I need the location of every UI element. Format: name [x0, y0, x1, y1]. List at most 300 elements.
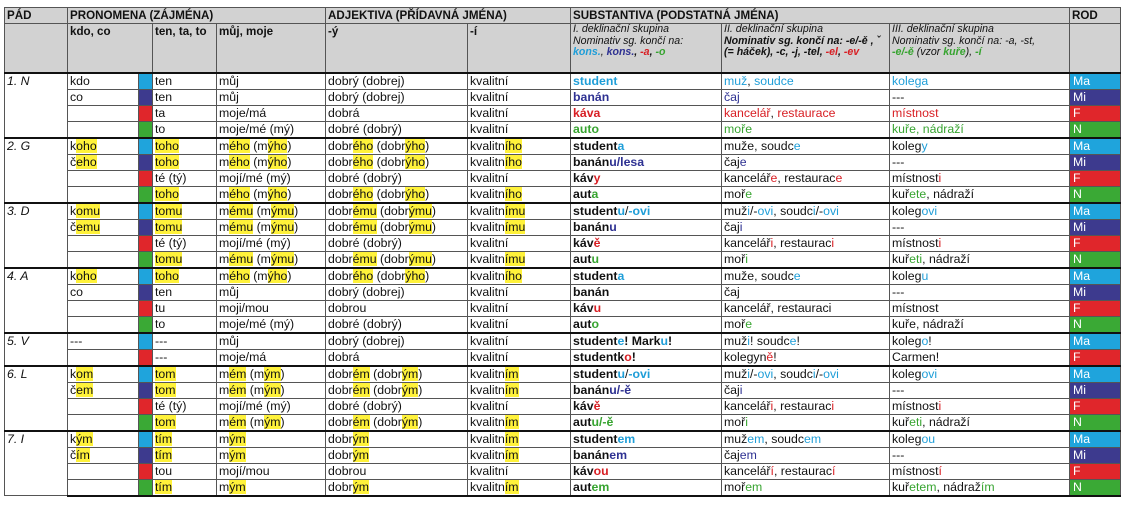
noun-group-2-part: restaurace — [777, 105, 836, 120]
noun-group-2-part: í — [832, 463, 836, 478]
possessive-cell — [217, 463, 326, 479]
group-ending-part: -el — [825, 46, 838, 58]
adjective-i-part: ím — [504, 382, 519, 397]
adjective-i-part: kvalitní — [470, 284, 509, 299]
pronoun-part: č — [70, 382, 77, 397]
group-1-title: I. deklinační skupina — [573, 23, 670, 35]
pronoun-part: ým — [76, 431, 93, 446]
noun-group-1-cell — [571, 284, 722, 300]
adjective-y-part: ) — [431, 251, 437, 266]
possessive-part: ýmu — [270, 203, 295, 218]
noun-group-3-part: koleg — [892, 203, 922, 218]
adjective-y-part: ýmu — [408, 251, 432, 266]
possessive-cell — [217, 251, 326, 268]
pronoun-cell — [68, 300, 139, 316]
noun-group-2-part: kancelář — [724, 235, 771, 250]
adjective-i-cell — [468, 105, 571, 121]
possessive-part: ýmu — [270, 219, 295, 234]
noun-group-2-part: , soudc — [764, 431, 805, 446]
noun-group-2-part: moř — [724, 316, 746, 331]
noun-group-1-cell — [571, 431, 722, 448]
possessive-part: ýho — [267, 268, 288, 283]
possessive-part: ým — [264, 414, 281, 429]
noun-group-1-part: u — [591, 251, 599, 266]
noun-group-2-part: , restaurac — [773, 398, 832, 413]
header-adj-y: -ý — [326, 24, 468, 73]
adjective-y-part: (dobr — [373, 268, 406, 283]
adjective-i-cell — [468, 235, 571, 251]
adjective-y-part: dobrou — [328, 463, 367, 478]
noun-group-3-cell — [890, 268, 1070, 285]
pronoun-part: č — [70, 154, 77, 169]
noun-group-2-part: i — [745, 414, 748, 429]
adjective-y-cell — [326, 73, 468, 90]
gender-badge: F — [1070, 398, 1121, 414]
adjective-y-cell — [326, 203, 468, 220]
gender-swatch — [139, 138, 153, 155]
possessive-cell — [217, 203, 326, 220]
demonstrative-part: tu — [155, 300, 166, 315]
noun-group-3-part: místnost — [892, 170, 939, 185]
noun-group-1-part: a — [617, 268, 625, 283]
adjective-i-part: kvalitn — [470, 479, 505, 494]
noun-group-3-part: ím — [980, 479, 995, 494]
adjective-y-part: dobr — [328, 414, 353, 429]
noun-group-2-part: e — [789, 333, 797, 348]
gender-swatch — [139, 463, 153, 479]
adjective-y-part: ém — [352, 382, 370, 397]
noun-group-3-part: kolega — [892, 73, 929, 88]
noun-group-2-part: muž — [724, 366, 748, 381]
adjective-i-part: ímu — [504, 203, 526, 218]
adjective-y-cell — [326, 414, 468, 431]
noun-group-2-cell — [722, 268, 890, 285]
adjective-y-cell — [326, 89, 468, 105]
demonstrative-part: tím — [155, 447, 173, 462]
adjective-y-part: dobr — [328, 431, 353, 446]
adjective-y-cell — [326, 398, 468, 414]
noun-group-2-part: e — [739, 154, 747, 169]
noun-group-1-part: u — [609, 219, 617, 234]
case-cell: 5. V — [5, 333, 68, 366]
noun-group-1-part: o — [591, 316, 599, 331]
noun-group-1-cell — [571, 203, 722, 220]
possessive-cell — [217, 479, 326, 496]
header-pad: PÁD — [5, 8, 68, 24]
adjective-y-cell — [326, 284, 468, 300]
demonstrative-part: tím — [155, 479, 173, 494]
possessive-part: moje/má — [219, 105, 267, 120]
noun-group-1-part: -ovi — [628, 366, 651, 381]
noun-group-3-part: , nádraží — [922, 251, 970, 266]
group-3-title: III. deklinační skupina — [892, 23, 994, 35]
noun-group-3-cell — [890, 170, 1070, 186]
noun-group-2-part: i — [747, 203, 750, 218]
noun-group-1-part: student — [573, 431, 618, 446]
adjective-y-cell — [326, 268, 468, 285]
possessive-part: ém — [229, 414, 247, 429]
adjective-y-part: ým — [401, 382, 419, 397]
adjective-i-part: ím — [504, 479, 519, 494]
header-adjektiva: ADJEKTIVA (PŘÍDAVNÁ JMÉNA) — [326, 8, 571, 24]
possessive-cell — [217, 431, 326, 448]
table-row — [5, 382, 1121, 398]
possessive-cell — [217, 73, 326, 90]
noun-group-2-part: muž — [724, 431, 748, 446]
adjective-i-part: kvalitní — [470, 398, 509, 413]
adjective-y-part: dobré (dobrý) — [328, 235, 402, 250]
case-cell: 2. G — [5, 138, 68, 203]
noun-group-3-part: --- — [892, 447, 905, 462]
demonstrative-part: ten — [155, 73, 173, 88]
adjective-y-part: dobrý (dobrej) — [328, 89, 405, 104]
possessive-part: mojí/mé (mý) — [219, 170, 291, 185]
adjective-y-cell — [326, 186, 468, 203]
noun-group-2-part: em — [747, 431, 765, 446]
demonstrative-part: tou — [155, 463, 173, 478]
adjective-i-cell — [468, 89, 571, 105]
possessive-part: m — [219, 366, 230, 381]
noun-group-1-cell — [571, 170, 722, 186]
adjective-y-part: (dobr — [376, 203, 409, 218]
noun-group-3-cell — [890, 463, 1070, 479]
adjective-i-part: kvalitn — [470, 447, 505, 462]
noun-group-2-part: čaj — [724, 219, 740, 234]
noun-group-3-cell — [890, 479, 1070, 496]
demonstrative-cell — [153, 235, 217, 251]
noun-group-1-part: banán — [573, 89, 610, 104]
gender-swatch — [139, 268, 153, 285]
noun-group-3-part: místnost — [892, 398, 939, 413]
possessive-part: ) — [287, 154, 292, 169]
pronoun-part: eho — [76, 154, 97, 169]
noun-group-1-part: ou — [593, 463, 609, 478]
demonstrative-part: tom — [155, 414, 176, 429]
header-empty — [5, 24, 68, 73]
table-row — [5, 89, 1121, 105]
table-row — [5, 186, 1121, 203]
adjective-i-part: ího — [504, 138, 522, 153]
noun-group-1-cell — [571, 447, 722, 463]
noun-group-1-part: u — [660, 333, 669, 348]
adjective-i-cell — [468, 447, 571, 463]
adjective-y-part: (dobr — [373, 138, 406, 153]
table-row — [5, 203, 1121, 220]
gender-badge: F — [1070, 349, 1121, 366]
group-ending-part: (= háček), -c, -j, -tel, — [724, 46, 826, 58]
noun-group-1-cell — [571, 316, 722, 333]
noun-group-3-cell — [890, 382, 1070, 398]
demonstrative-part: tomu — [155, 203, 183, 218]
noun-group-2-cell — [722, 219, 890, 235]
group-ending-part: (vzor — [913, 46, 944, 58]
noun-group-2-part: , restaurac — [773, 235, 832, 250]
adjective-i-part: kvalitn — [470, 138, 505, 153]
adjective-y-part: dobr — [328, 138, 353, 153]
possessive-cell — [217, 398, 326, 414]
noun-group-2-cell — [722, 366, 890, 383]
noun-group-1-part: káv — [573, 398, 594, 413]
adjective-y-part: dobr — [328, 251, 353, 266]
possessive-part: můj — [219, 73, 239, 88]
noun-group-1-part: student — [573, 268, 618, 283]
header-rod-empty — [1070, 24, 1121, 73]
header-adj-i: -í — [468, 24, 571, 73]
possessive-part: (m — [253, 219, 271, 234]
demonstrative-part: toho — [155, 138, 179, 153]
noun-group-2-part: /- — [750, 203, 758, 218]
noun-group-1-part: káv — [573, 463, 594, 478]
noun-group-1-part: ! — [631, 349, 636, 364]
noun-group-2-part: i — [747, 333, 750, 348]
possessive-part: moje/mé (mý) — [219, 316, 295, 331]
noun-group-2-part: e — [745, 186, 753, 201]
group-ending-part: -e/-ě — [892, 46, 914, 58]
noun-group-2-part: čaj — [724, 154, 740, 169]
possessive-part: (m — [249, 154, 268, 169]
adjective-y-part: ým — [401, 414, 419, 429]
adjective-i-cell — [468, 382, 571, 398]
noun-group-2-cell — [722, 414, 890, 431]
noun-group-2-part: i — [745, 251, 748, 266]
gender-badge: Ma — [1070, 431, 1121, 448]
pronoun-part: ím — [76, 447, 90, 462]
group-ending-part: -í — [975, 46, 982, 58]
possessive-part: ) — [287, 138, 292, 153]
pronoun-part: kdo — [70, 73, 90, 88]
demonstrative-part: té (tý) — [155, 170, 187, 185]
noun-group-2-part: , soudc — [773, 203, 813, 218]
noun-group-3-cell — [890, 366, 1070, 383]
gender-badge: N — [1070, 186, 1121, 203]
noun-group-3-part: , nádraží — [926, 186, 975, 201]
noun-group-2-cell — [722, 138, 890, 155]
pronoun-part: om — [76, 366, 94, 381]
adjective-i-part: kvalitní — [470, 121, 509, 136]
group-ending-part: kuře — [943, 46, 966, 58]
gender-badge: N — [1070, 414, 1121, 431]
adjective-y-part: ýmu — [408, 203, 432, 218]
noun-group-1-part: student — [573, 138, 618, 153]
possessive-cell — [217, 170, 326, 186]
noun-group-2-part: i — [770, 398, 774, 413]
noun-group-2-part: čaj — [724, 382, 740, 397]
demonstrative-cell — [153, 300, 217, 316]
noun-group-1-cell — [571, 333, 722, 350]
noun-group-3-part: , nádraží — [922, 414, 970, 429]
adjective-i-part: kvalitní — [470, 300, 509, 315]
possessive-part: ému — [229, 219, 254, 234]
noun-group-1-part: em — [609, 447, 628, 462]
noun-group-2-part: em — [739, 447, 757, 462]
adjective-y-part: dobrý (dobrej) — [328, 284, 405, 299]
noun-group-1-cell — [571, 89, 722, 105]
possessive-part: ým — [229, 431, 246, 446]
demonstrative-cell — [153, 284, 217, 300]
noun-group-1-part: em — [591, 479, 610, 494]
noun-group-1-part: káva — [573, 105, 601, 120]
noun-group-1-cell — [571, 235, 722, 251]
possessive-part: ýho — [267, 154, 288, 169]
noun-group-3-cell — [890, 219, 1070, 235]
noun-group-2-part: e — [745, 316, 753, 331]
noun-group-3-cell — [890, 105, 1070, 121]
table-row — [5, 300, 1121, 316]
group-ending-part: kons. — [606, 46, 635, 58]
adjective-i-part: ímu — [504, 219, 526, 234]
noun-group-3-part: koleg — [892, 366, 922, 381]
gender-swatch — [139, 398, 153, 414]
pronoun-cell — [68, 138, 139, 155]
adjective-i-cell — [468, 333, 571, 350]
adjective-i-cell — [468, 414, 571, 431]
possessive-cell — [217, 219, 326, 235]
table-row — [5, 431, 1121, 448]
gender-badge: Mi — [1070, 284, 1121, 300]
gender-badge: Mi — [1070, 154, 1121, 170]
adjective-y-part: (dobr — [376, 251, 409, 266]
noun-group-2-part: , restaurac — [773, 463, 833, 478]
noun-group-2-part: , soudc — [773, 366, 813, 381]
noun-group-1-cell — [571, 463, 722, 479]
noun-group-2-part: , — [747, 73, 755, 88]
demonstrative-part: tím — [155, 431, 173, 446]
adjective-y-part: dobr — [328, 447, 353, 462]
gender-swatch — [139, 366, 153, 383]
possessive-part: ýho — [267, 186, 288, 201]
noun-group-3-part: kuř — [892, 186, 910, 201]
noun-group-1-cell — [571, 219, 722, 235]
adjective-y-part: ému — [352, 251, 377, 266]
noun-group-1-part: /-ě — [599, 414, 614, 429]
possessive-cell — [217, 105, 326, 121]
adjective-y-cell — [326, 170, 468, 186]
adjective-y-part: dobrý (dobrej) — [328, 333, 405, 348]
adjective-y-part: ým — [352, 479, 370, 494]
adjective-y-part: dobr — [328, 154, 353, 169]
adjective-y-cell — [326, 105, 468, 121]
noun-group-1-cell — [571, 138, 722, 155]
possessive-part: (m — [246, 414, 265, 429]
possessive-part: m — [219, 186, 230, 201]
noun-group-3-cell — [890, 186, 1070, 203]
adjective-y-part: ) — [425, 154, 430, 169]
adjective-y-part: ém — [352, 366, 370, 381]
noun-group-2-cell — [722, 300, 890, 316]
noun-group-3-cell — [890, 203, 1070, 220]
demonstrative-cell — [153, 170, 217, 186]
possessive-cell — [217, 300, 326, 316]
adjective-y-part: ) — [431, 219, 437, 234]
pronoun-cell — [68, 366, 139, 383]
group-ending-part: kons. — [573, 46, 601, 58]
adjective-y-part: dobr — [328, 203, 353, 218]
noun-group-3-part: eti — [909, 251, 923, 266]
adjective-y-cell — [326, 235, 468, 251]
adjective-y-part: ým — [401, 366, 419, 381]
noun-group-2-part: kancelář — [724, 105, 771, 120]
pronoun-cell — [68, 121, 139, 138]
table-row — [5, 414, 1121, 431]
noun-group-1-part: /-ě — [616, 382, 632, 397]
demonstrative-cell — [153, 138, 217, 155]
gender-swatch — [139, 89, 153, 105]
demonstrative-part: to — [155, 121, 166, 136]
possessive-part: m — [219, 154, 230, 169]
adjective-y-part: ého — [352, 154, 374, 169]
noun-group-2-part: muž — [724, 73, 748, 88]
noun-group-2-cell — [722, 398, 890, 414]
adjective-i-part: kvalitn — [470, 219, 505, 234]
adjective-i-part: kvalitn — [470, 203, 505, 218]
adjective-y-cell — [326, 138, 468, 155]
noun-group-2-part: kolegyn — [724, 349, 767, 364]
pronoun-cell — [68, 186, 139, 203]
demonstrative-cell — [153, 349, 217, 366]
demonstrative-cell — [153, 121, 217, 138]
noun-group-1-part: u — [617, 203, 625, 218]
header-substantiva: SUBSTANTIVA (PODSTATNÁ JMÉNA) — [571, 8, 1070, 24]
noun-group-2-part: , soudc — [754, 138, 794, 153]
possessive-part: m — [219, 414, 230, 429]
pronoun-part: k — [70, 431, 77, 446]
noun-group-2-cell — [722, 170, 890, 186]
adjective-i-cell — [468, 349, 571, 366]
noun-group-1-part: student — [573, 73, 618, 88]
noun-group-3-part: kuř — [892, 414, 910, 429]
gender-badge: Ma — [1070, 138, 1121, 155]
possessive-part: ýho — [267, 138, 288, 153]
adjective-y-part: dobré (dobrý) — [328, 121, 402, 136]
noun-group-3-part: y — [921, 138, 928, 153]
noun-group-3-cell — [890, 251, 1070, 268]
group-2-endings — [724, 47, 887, 59]
noun-group-2-part: , restaurac — [777, 170, 836, 185]
pronoun-cell — [68, 431, 139, 448]
gender-badge: F — [1070, 170, 1121, 186]
noun-group-2-cell — [722, 105, 890, 121]
demonstrative-part: --- — [155, 349, 168, 364]
pronoun-part: --- — [70, 333, 83, 348]
demonstrative-cell — [153, 414, 217, 431]
adjective-i-part: kvalitní — [470, 463, 509, 478]
pronoun-cell — [68, 398, 139, 414]
adjective-y-part: (dobr — [369, 366, 402, 381]
pronoun-part: emu — [76, 219, 101, 234]
noun-group-1-cell — [571, 382, 722, 398]
gender-badge: Ma — [1070, 73, 1121, 90]
noun-group-3-part: ovi — [921, 203, 938, 218]
adjective-i-cell — [468, 268, 571, 285]
adjective-i-part: kvalitní — [470, 89, 509, 104]
header-group-1 — [571, 24, 722, 73]
adjective-y-part: dobré (dobrý) — [328, 170, 402, 185]
adjective-i-cell — [468, 186, 571, 203]
pronoun-cell — [68, 154, 139, 170]
adjective-y-part: dobr — [328, 219, 353, 234]
adjective-y-part: ému — [352, 203, 377, 218]
adjective-i-part: kvalitní — [470, 105, 509, 120]
noun-group-3-part: Carmen! — [892, 349, 940, 364]
adjective-y-cell — [326, 382, 468, 398]
adjective-i-part: ího — [504, 186, 522, 201]
noun-group-1-part: ě — [593, 398, 601, 413]
possessive-part: ého — [229, 154, 250, 169]
gender-badge: Mi — [1070, 219, 1121, 235]
possessive-part: ým — [264, 382, 281, 397]
noun-group-3-part: u — [921, 268, 929, 283]
adjective-y-part: ) — [418, 382, 423, 397]
